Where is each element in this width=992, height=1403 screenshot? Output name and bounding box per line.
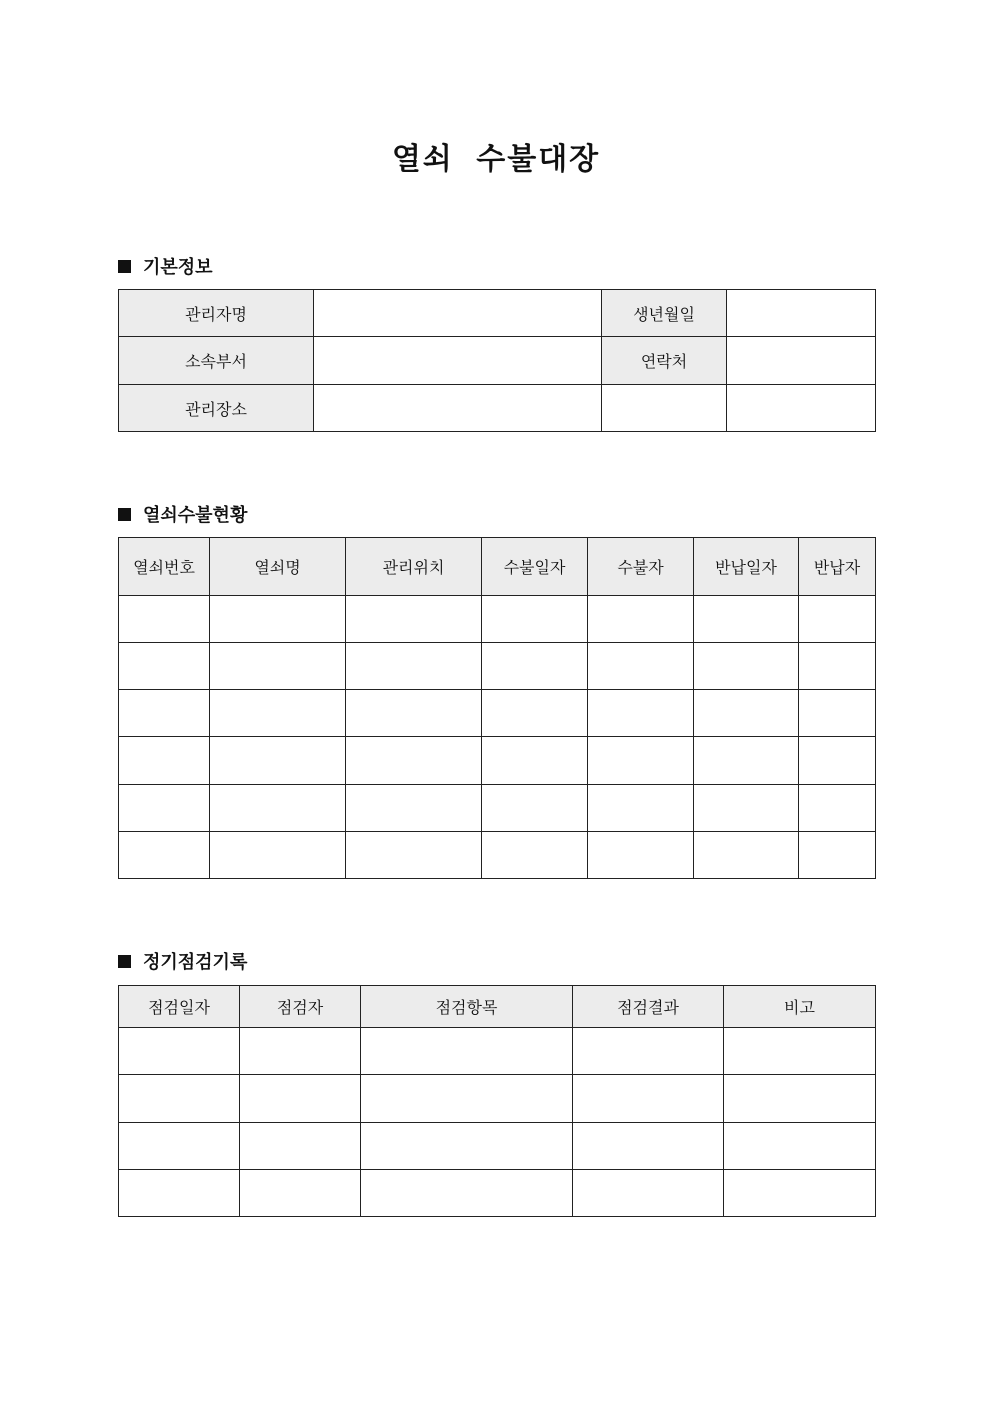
table-row: [119, 1123, 876, 1170]
column-header: 수불자: [588, 538, 694, 596]
column-header: 비고: [724, 986, 876, 1028]
table-cell[interactable]: [361, 1170, 573, 1217]
table-row: [119, 737, 876, 785]
contact-label: 연락처: [602, 337, 727, 385]
table-cell[interactable]: [119, 690, 210, 737]
column-header: 수불일자: [482, 538, 588, 596]
table-cell[interactable]: [119, 1170, 240, 1217]
column-header: 점검일자: [119, 986, 240, 1028]
table-cell[interactable]: [119, 1028, 240, 1075]
key-status-table: [118, 537, 876, 879]
table-cell[interactable]: [346, 596, 482, 643]
table-cell[interactable]: [588, 643, 694, 690]
table-cell[interactable]: [346, 643, 482, 690]
birth-date-label: 생년월일: [602, 290, 727, 337]
table-cell[interactable]: [724, 1123, 876, 1170]
table-cell[interactable]: [119, 832, 210, 879]
table-row: [119, 1170, 876, 1217]
table-row: [119, 643, 876, 690]
manager-name-label: 관리자명: [119, 290, 314, 337]
table-cell[interactable]: [588, 690, 694, 737]
table-cell[interactable]: [588, 737, 694, 785]
section-heading-label: 정기점검기록: [143, 952, 248, 973]
table-cell[interactable]: [573, 1028, 724, 1075]
table-cell[interactable]: [210, 737, 346, 785]
contact-field[interactable]: [727, 337, 876, 385]
manager-name-field[interactable]: [314, 290, 602, 337]
table-cell[interactable]: [588, 832, 694, 879]
table-row: [119, 832, 876, 879]
blank-cell[interactable]: [727, 385, 876, 432]
table-cell[interactable]: [210, 596, 346, 643]
table-cell[interactable]: [724, 1170, 876, 1217]
table-cell[interactable]: [799, 832, 876, 879]
table-cell[interactable]: [724, 1028, 876, 1075]
table-cell[interactable]: [482, 643, 588, 690]
table-cell[interactable]: [240, 1075, 361, 1123]
section-heading-inspection: [118, 948, 247, 974]
table-cell[interactable]: [346, 832, 482, 879]
table-cell[interactable]: [694, 737, 799, 785]
table-cell[interactable]: [799, 596, 876, 643]
section-heading-label: 기본정보: [143, 257, 213, 278]
table-cell[interactable]: [694, 832, 799, 879]
table-cell[interactable]: [240, 1123, 361, 1170]
table-cell[interactable]: [210, 785, 346, 832]
blank-cell[interactable]: [602, 385, 727, 432]
table-cell[interactable]: [119, 737, 210, 785]
page-title: 열쇠 수불대장: [391, 142, 601, 177]
table-cell[interactable]: [240, 1170, 361, 1217]
table-cell[interactable]: [210, 643, 346, 690]
square-bullet-icon: [118, 508, 131, 521]
column-header: 점검자: [240, 986, 361, 1028]
table-cell[interactable]: [210, 832, 346, 879]
square-bullet-icon: [118, 955, 131, 968]
column-header: 반납자: [799, 538, 876, 596]
table-row: [119, 1028, 876, 1075]
table-cell[interactable]: [482, 690, 588, 737]
department-label: 소속부서: [119, 337, 314, 385]
table-cell[interactable]: [799, 737, 876, 785]
table-cell[interactable]: [361, 1123, 573, 1170]
column-header: 점검결과: [573, 986, 724, 1028]
table-cell[interactable]: [119, 596, 210, 643]
table-cell[interactable]: [361, 1075, 573, 1123]
table-row: [119, 785, 876, 832]
table-cell[interactable]: [694, 690, 799, 737]
table-cell[interactable]: [724, 1075, 876, 1123]
column-header: 반납일자: [694, 538, 799, 596]
table-cell[interactable]: [573, 1123, 724, 1170]
column-header: 열쇠명: [210, 538, 346, 596]
table-cell[interactable]: [799, 643, 876, 690]
table-cell[interactable]: [346, 785, 482, 832]
managed-location-label: 관리장소: [119, 385, 314, 432]
table-cell[interactable]: [482, 785, 588, 832]
managed-location-field[interactable]: [314, 385, 602, 432]
table-cell[interactable]: [799, 785, 876, 832]
table-cell[interactable]: [361, 1028, 573, 1075]
table-cell[interactable]: [588, 596, 694, 643]
table-cell[interactable]: [119, 785, 210, 832]
table-cell[interactable]: [694, 596, 799, 643]
table-cell[interactable]: [119, 1123, 240, 1170]
section-heading-label: 열쇠수불현황: [143, 505, 248, 526]
table-cell[interactable]: [482, 596, 588, 643]
table-cell[interactable]: [694, 785, 799, 832]
table-cell[interactable]: [119, 1075, 240, 1123]
section-heading-key-status: [118, 501, 247, 527]
table-cell[interactable]: [346, 737, 482, 785]
table-cell[interactable]: [694, 643, 799, 690]
section-heading-basic-info: [118, 253, 213, 279]
table-row: [119, 596, 876, 643]
column-header: 점검항목: [361, 986, 573, 1028]
table-cell[interactable]: [588, 785, 694, 832]
table-cell[interactable]: [240, 1028, 361, 1075]
table-row: [119, 690, 876, 737]
square-bullet-icon: [118, 260, 131, 273]
department-field[interactable]: [314, 337, 602, 385]
table-cell[interactable]: [799, 690, 876, 737]
table-cell[interactable]: [482, 737, 588, 785]
table-cell[interactable]: [482, 832, 588, 879]
column-header: 관리위치: [346, 538, 482, 596]
table-cell[interactable]: [210, 690, 346, 737]
table-cell[interactable]: [573, 1170, 724, 1217]
column-header: 열쇠번호: [119, 538, 210, 596]
basic-info-table: [118, 289, 876, 432]
birth-date-field[interactable]: [727, 290, 876, 337]
inspection-table: [118, 985, 876, 1217]
table-cell[interactable]: [573, 1075, 724, 1123]
table-row: [119, 1075, 876, 1123]
table-cell[interactable]: [119, 643, 210, 690]
table-cell[interactable]: [346, 690, 482, 737]
